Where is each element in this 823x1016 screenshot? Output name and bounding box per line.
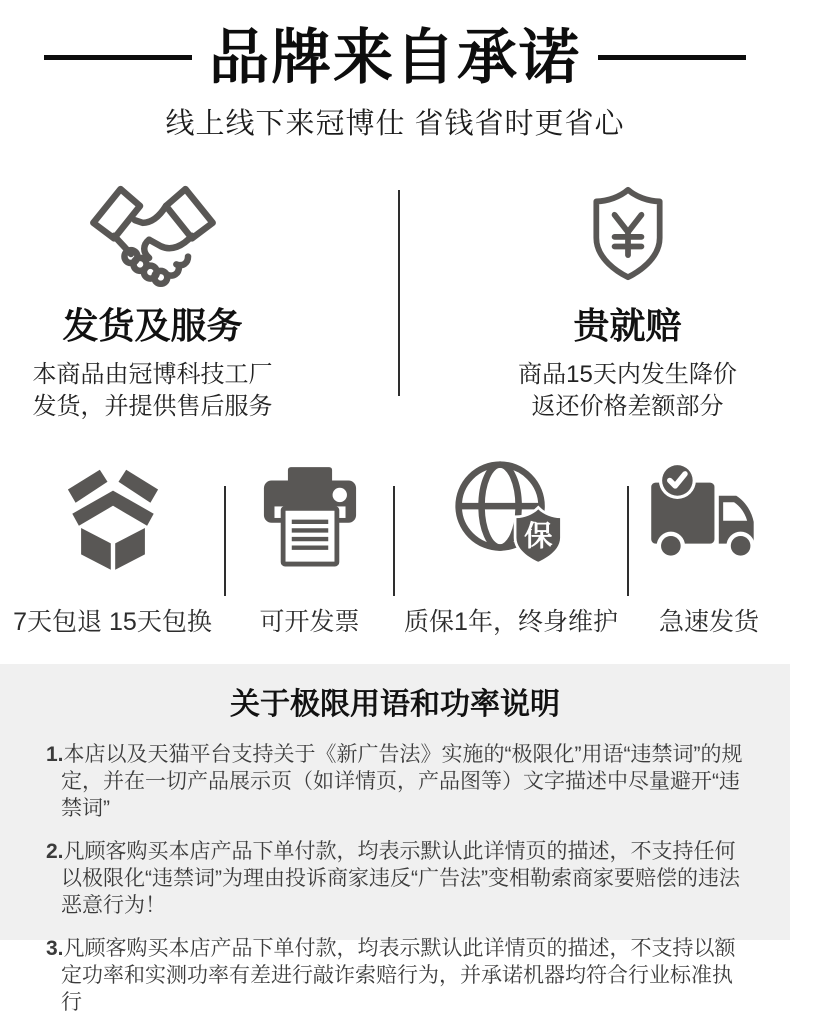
promise-desc-line: 商品15天内发生降价 [518, 361, 737, 388]
notice-item-number: 2. [46, 840, 64, 863]
page-subtitle: 线上线下来冠博仕 省钱省时更省心 [165, 108, 625, 140]
shield-badge-char: 保 [524, 520, 553, 553]
promise-shipping-service [0, 178, 352, 423]
promise-description [33, 359, 273, 423]
notice-item-3 [46, 935, 744, 1016]
page-title: 品牌来自承诺 [209, 24, 581, 91]
brand-title-row [0, 0, 790, 89]
service-warranty [394, 456, 628, 638]
promise-desc-line: 本商品由冠博科技工厂 [32, 361, 273, 388]
service-divider [224, 486, 226, 596]
notice-item-text: 凡顾客购买本店产品下单付款，均表示默认此详情页的描述，不支持任何以极限化“违禁词”为理由投诉商家违反“广告法”变相勒索商家要赔偿的违法恶意行为！ [61, 840, 740, 917]
promise-row [0, 178, 790, 420]
truck-check-icon [649, 456, 769, 578]
service-label: 急速发货 [658, 608, 759, 636]
service-divider [393, 486, 395, 596]
notice-item-1 [46, 741, 744, 822]
promise-desc-line: 返还价格差额部分 [531, 393, 724, 420]
promise-desc-line: 发货，并提供售后服务 [32, 393, 273, 420]
promise-title: 发货及服务 [62, 305, 243, 346]
printer-icon [262, 456, 358, 578]
notice-title: 关于极限用语和功率说明 [230, 688, 560, 721]
handshake-icon [88, 178, 218, 290]
notice-item-2 [46, 838, 744, 919]
service-fast-shipping [628, 456, 790, 638]
service-returns [0, 456, 225, 638]
service-invoice [225, 456, 394, 638]
globe-shield-icon [451, 456, 571, 578]
notice-item-text: 本店以及天猫平台支持关于《新广告法》实施的“极限化”用语“违禁词”的规定，并在一切产品展示页（如详情页，产品图等）文字描述中尽量避开“违禁词” [61, 743, 743, 820]
service-label: 7天包退 15天包换 [13, 608, 212, 636]
title-left-rule [44, 55, 192, 60]
notice-item-text: 凡顾客购买本店产品下单付款，均表示默认此详情页的描述，不支持以额定功率和实测功率有差进行敲诈索赔行为，并承诺机器均符合行业标准执行 [61, 937, 736, 1014]
shield-yen-icon [580, 178, 676, 290]
promise-title: 贵就赔 [573, 305, 682, 346]
service-divider [627, 486, 629, 596]
promise-divider [398, 190, 400, 396]
notice-item-number: 3. [46, 937, 64, 960]
legal-notice-panel [0, 664, 790, 1014]
title-right-rule [598, 55, 746, 60]
promise-price-guarantee [432, 178, 823, 423]
notice-item-number: 1. [46, 743, 64, 766]
service-label: 质保1年，终身维护 [404, 608, 618, 636]
service-label: 可开发票 [259, 608, 360, 636]
open-box-icon [58, 456, 168, 578]
promise-description [518, 359, 737, 423]
service-row [0, 456, 790, 638]
